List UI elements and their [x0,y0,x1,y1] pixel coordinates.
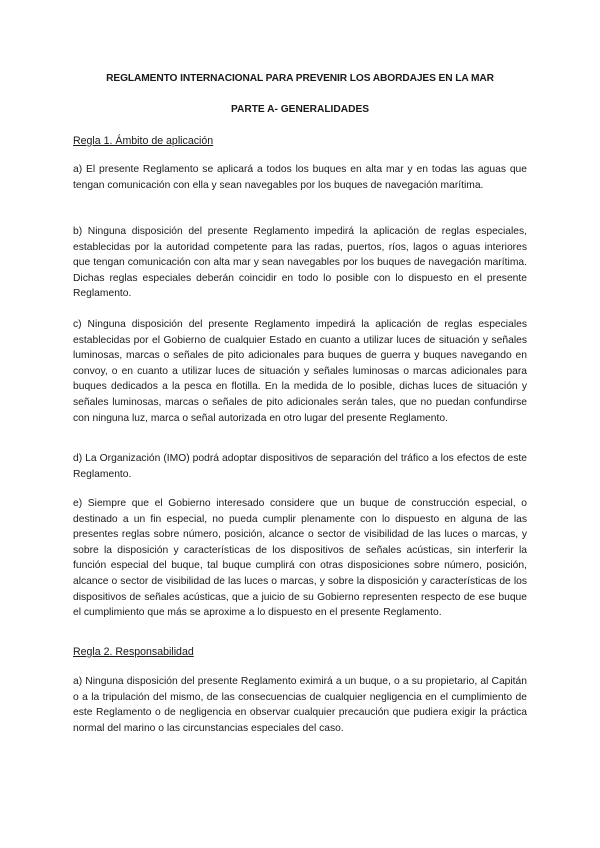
section-heading-regla-2: Regla 2. Responsabilidad [73,646,194,658]
part-title: PARTE A- GENERALIDADES [230,104,370,115]
paragraph-regla-1-a: a) El presente Reglamento se aplicará a todos los buques en alta mar y en todas las aguas que tengan comunicación con ella y sean navegables por los buques de navegación marítima. [73,164,527,191]
paragraph-regla-1-c: c) Ninguna disposición del presente Reglamento impedirá la aplicación de reglas especiales establecidas por el Gobierno de cualquier Estado en cuanto a utilizar luces de situación y señales luminosas, marcas o señales de pito adicionales para buques de guerra y buques navegando en convoy, o en cuanto a utilizar luces de situación y señales luminosas o marcas adicionales para buques dedicados a la pesca en flotilla. En la medida de lo posible, dichas luces de situación y señales luminosas, marcas o señales de pito adicionales serán tales, que no puedan confundirse con ninguna luz, marca o señal autorizada en otro lugar del presente Reglamento. [73,319,527,424]
paragraph-regla-1-b: b) Ninguna disposición del presente Reglamento impedirá la aplicación de reglas especiales, establecidas por la autoridad competente para las radas, puertos, ríos, lagos o aguas interiores que tengan comunicación con alta mar y sean navegables por los buques de navegación marítima. Dichas reglas especiales deberán coincidir en todo lo posible con lo dispuesto en el presente Reglamento. [73,226,527,300]
document-page [73,0,527,848]
document-title: REGLAMENTO INTERNACIONAL PARA PREVENIR LOS ABORDAJES EN LA MAR [106,73,494,84]
paragraph-regla-1-e: e) Siempre que el Gobierno interesado considere que un buque de construcción especial, o destinado a un fin especial, no pueda cumplir plenamente con lo dispuesto en alguna de las presentes reglas sobre número, posición, alcance o sector de visibilidad de las luces o marcas, y sobre la disposición y características de los dispositivos de señales acústicas, sin interferir la función especial del buque, tal buque cumplirá con otras disposiciones sobre número, posición, alcance o sector de visibilidad de las luces o marcas, y sobre la disposición y características de los dispositivos de señales acústicas, que a juicio de su Gobierno representen respecto de ese buque el cumplimiento que más se aproxime a lo dispuesto en el presente Reglamento. [73,498,527,619]
paragraph-regla-2-a: a) Ninguna disposición del presente Reglamento eximirá a un buque, o a su propietario, al Capitán o a la tripulación del mismo, de las consecuencias de cualquier negligencia en el cumplimiento de este Reglamento o de negligencia en observar cualquier precaución que pudiera exigir la práctica normal del marino o las circunstancias especiales del caso. [73,676,527,734]
section-heading-regla-1: Regla 1. Ámbito de aplicación [73,135,214,147]
paragraph-regla-1-d: d) La Organización (IMO) podrá adoptar dispositivos de separación del tráfico a los efectos de este Reglamento. [73,453,527,480]
